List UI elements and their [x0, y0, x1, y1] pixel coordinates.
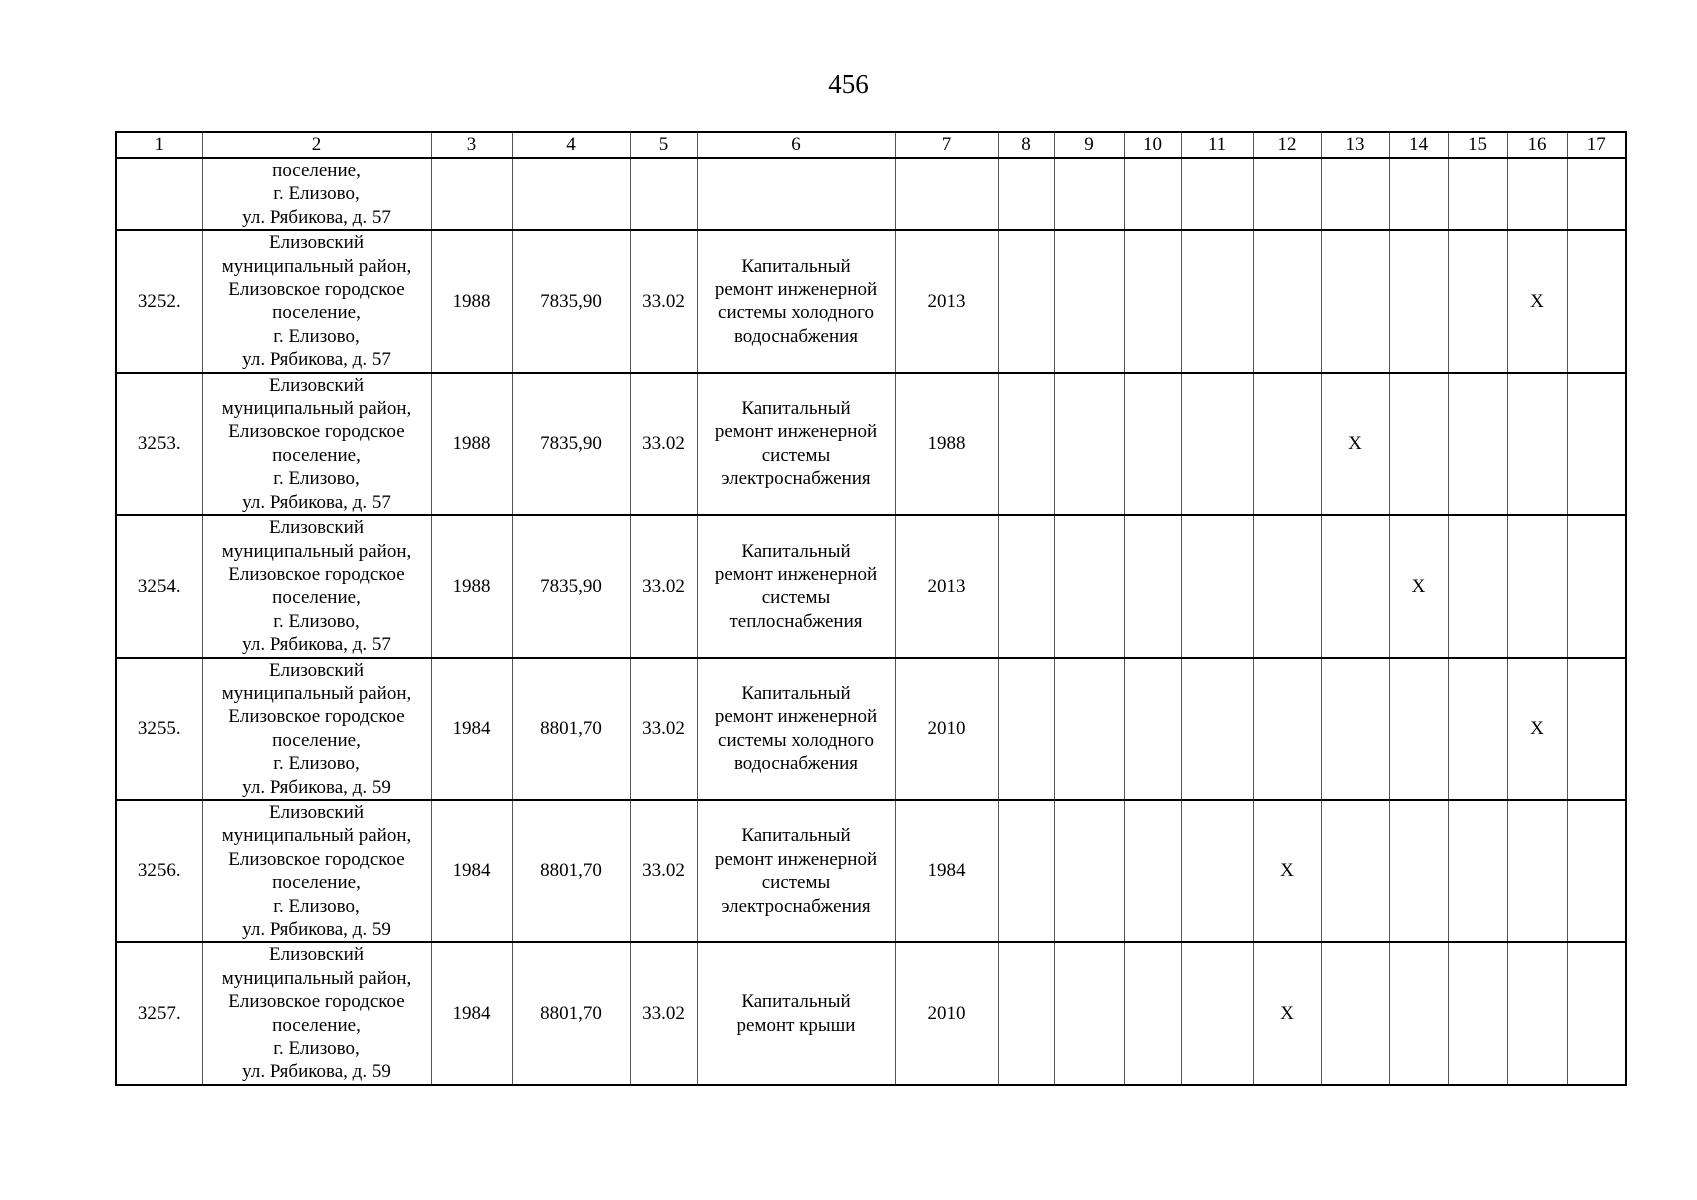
work-type-cell: [697, 230, 895, 372]
mark-cell-col-11: [1181, 373, 1253, 515]
work-line: электроснабжения: [721, 895, 871, 917]
table-row: [116, 373, 1626, 515]
address-line: поселение,: [272, 444, 361, 466]
address-line: Елизовский: [268, 801, 364, 823]
work-line: ремонт инженерной: [714, 421, 878, 443]
code-cell: 33.02: [630, 942, 697, 1084]
address-line: муниципальный район,: [221, 825, 412, 847]
work-year-cell: 2010: [895, 942, 998, 1084]
empty-cell: [630, 158, 697, 230]
address-line: ул. Рябикова, д. 57: [242, 349, 391, 371]
mark-cell-col-14: [1389, 373, 1448, 515]
empty-cell: [1124, 158, 1181, 230]
address-cell: [202, 942, 431, 1084]
code-cell: 33.02: [630, 515, 697, 657]
mark-cell-col-12: [1253, 373, 1321, 515]
mark-cell-col-12: X: [1253, 800, 1321, 942]
work-line: системы: [761, 587, 831, 609]
address-line: муниципальный район,: [221, 967, 412, 989]
mark-cell-col-15: [1448, 515, 1507, 657]
address-line: муниципальный район,: [221, 682, 412, 704]
empty-cell: [998, 158, 1054, 230]
mark-cell-col-11: [1181, 800, 1253, 942]
work-line: Капитальный: [741, 682, 851, 704]
address-line: ул. Рябикова, д. 57: [242, 491, 391, 513]
work-line: ремонт инженерной: [714, 848, 878, 870]
address-line: Елизовское городское: [228, 991, 405, 1013]
area-cell: 8801,70: [512, 658, 630, 800]
mark-cell-col-16: X: [1507, 658, 1567, 800]
area-cell: 7835,90: [512, 373, 630, 515]
column-number-row: [116, 132, 1626, 158]
address-line: ул. Рябикова, д. 59: [242, 919, 391, 940]
mark-cell-col-11: [1181, 515, 1253, 657]
column-number-4: 4: [512, 132, 630, 158]
mark-cell-col-9: [1054, 515, 1124, 657]
mark-cell-col-15: [1448, 373, 1507, 515]
work-line: Капитальный: [741, 255, 851, 277]
row-number-cell: 3253.: [116, 373, 202, 515]
mark-cell-col-13: X: [1321, 373, 1389, 515]
work-line: ремонт инженерной: [714, 563, 878, 585]
address-cell: [202, 658, 431, 800]
column-number-8: 8: [998, 132, 1054, 158]
address-line: поселение,: [272, 1014, 361, 1036]
empty-cell: [1389, 158, 1448, 230]
column-number-17: 17: [1567, 132, 1626, 158]
work-line: ремонт инженерной: [714, 279, 878, 301]
work-line: Капитальный: [741, 398, 851, 420]
mark-cell-col-13: [1321, 230, 1389, 372]
address-line: поселение,: [272, 729, 361, 751]
work-type-cell: [697, 658, 895, 800]
address-line: Елизовский: [268, 232, 364, 254]
address-line: поселение,: [272, 302, 361, 324]
mark-cell-col-15: [1448, 230, 1507, 372]
column-number-6: 6: [697, 132, 895, 158]
work-year-cell: 2013: [895, 515, 998, 657]
work-type-cell: [697, 800, 895, 942]
address-line: Елизовское городское: [228, 563, 405, 585]
table-body: [116, 132, 1626, 1085]
address-line: Елизовское городское: [228, 279, 405, 301]
empty-cell: [431, 158, 512, 230]
empty-cell: [1448, 158, 1507, 230]
mark-cell-col-13: [1321, 942, 1389, 1084]
address-line: Елизовский: [268, 944, 364, 966]
year-built-cell: 1984: [431, 658, 512, 800]
empty-cell: [697, 158, 895, 230]
address-line: поселение,: [272, 160, 361, 181]
mark-cell-col-8: [998, 373, 1054, 515]
empty-cell: [512, 158, 630, 230]
address-cell: [202, 800, 431, 942]
mark-cell-col-16: X: [1507, 230, 1567, 372]
area-cell: 7835,90: [512, 230, 630, 372]
mark-cell-col-10: [1124, 373, 1181, 515]
mark-cell-col-10: [1124, 230, 1181, 372]
mark-cell-col-8: [998, 942, 1054, 1084]
column-number-15: 15: [1448, 132, 1507, 158]
year-built-cell: 1984: [431, 942, 512, 1084]
mark-cell-col-17: [1567, 658, 1626, 800]
empty-cell: [1507, 158, 1567, 230]
work-type-cell: [697, 373, 895, 515]
continuation-row: [116, 158, 1626, 230]
mark-cell-col-9: [1054, 230, 1124, 372]
mark-cell-col-10: [1124, 942, 1181, 1084]
work-line: системы холодного: [718, 302, 874, 324]
mark-cell-col-12: X: [1253, 942, 1321, 1084]
empty-cell: [1181, 158, 1253, 230]
mark-cell-col-8: [998, 515, 1054, 657]
address-line: г. Елизово,: [273, 1038, 360, 1060]
work-line: водоснабжения: [733, 325, 859, 347]
work-year-cell: 1988: [895, 373, 998, 515]
work-line: ремонт инженерной: [714, 706, 878, 728]
mark-cell-col-15: [1448, 942, 1507, 1084]
address-line: ул. Рябикова, д. 59: [242, 1061, 391, 1083]
table-row: [116, 800, 1626, 942]
code-cell: 33.02: [630, 230, 697, 372]
empty-cell: [1321, 158, 1389, 230]
address-cell: [202, 230, 431, 372]
column-number-2: 2: [202, 132, 431, 158]
address-line: поселение,: [272, 872, 361, 894]
mark-cell-col-17: [1567, 230, 1626, 372]
mark-cell-col-10: [1124, 658, 1181, 800]
address-line: Елизовское городское: [228, 421, 405, 443]
work-type-cell: [697, 515, 895, 657]
column-number-3: 3: [431, 132, 512, 158]
column-number-10: 10: [1124, 132, 1181, 158]
row-number-cell: 3257.: [116, 942, 202, 1084]
mark-cell-col-15: [1448, 658, 1507, 800]
table-row: [116, 515, 1626, 657]
year-built-cell: 1988: [431, 515, 512, 657]
address-cell: [202, 515, 431, 657]
column-number-12: 12: [1253, 132, 1321, 158]
address-line: муниципальный район,: [221, 255, 412, 277]
table-row: [116, 942, 1626, 1084]
mark-cell-col-10: [1124, 515, 1181, 657]
mark-cell-col-16: [1507, 515, 1567, 657]
column-number-5: 5: [630, 132, 697, 158]
work-line: электроснабжения: [721, 468, 871, 490]
mark-cell-col-13: [1321, 515, 1389, 657]
area-cell: 8801,70: [512, 800, 630, 942]
address-line: г. Елизово,: [273, 610, 360, 632]
row-number-cell: 3254.: [116, 515, 202, 657]
mark-cell-col-8: [998, 230, 1054, 372]
address-cell: [202, 158, 431, 230]
empty-cell: [1567, 158, 1626, 230]
address-line: ул. Рябикова, д. 59: [242, 776, 391, 798]
mark-cell-col-14: [1389, 230, 1448, 372]
mark-cell-col-12: [1253, 515, 1321, 657]
mark-cell-col-16: [1507, 942, 1567, 1084]
year-built-cell: 1988: [431, 373, 512, 515]
column-number-16: 16: [1507, 132, 1567, 158]
mark-cell-col-17: [1567, 373, 1626, 515]
mark-cell-col-17: [1567, 942, 1626, 1084]
mark-cell-col-9: [1054, 942, 1124, 1084]
mark-cell-col-10: [1124, 800, 1181, 942]
work-line: Капитальный: [741, 540, 851, 562]
column-number-9: 9: [1054, 132, 1124, 158]
address-line: ул. Рябикова, д. 57: [242, 634, 391, 656]
mark-cell-col-12: [1253, 230, 1321, 372]
address-line: поселение,: [272, 587, 361, 609]
mark-cell-col-17: [1567, 800, 1626, 942]
empty-cell: [1253, 158, 1321, 230]
address-line: ул. Рябикова, д. 57: [242, 206, 391, 228]
row-number-cell: [116, 158, 202, 230]
mark-cell-col-9: [1054, 800, 1124, 942]
work-line: Капитальный: [741, 825, 851, 847]
mark-cell-col-8: [998, 800, 1054, 942]
code-cell: 33.02: [630, 658, 697, 800]
mark-cell-col-14: [1389, 658, 1448, 800]
work-line: теплоснабжения: [729, 610, 863, 632]
page-number: 456: [828, 69, 869, 99]
mark-cell-col-17: [1567, 515, 1626, 657]
mark-cell-col-16: [1507, 373, 1567, 515]
work-line: ремонт крыши: [736, 1014, 856, 1036]
empty-cell: [1054, 158, 1124, 230]
mark-cell-col-12: [1253, 658, 1321, 800]
mark-cell-col-14: [1389, 942, 1448, 1084]
address-line: г. Елизово,: [273, 895, 360, 917]
column-number-14: 14: [1389, 132, 1448, 158]
year-built-cell: 1984: [431, 800, 512, 942]
work-line: системы: [761, 444, 831, 466]
mark-cell-col-13: [1321, 800, 1389, 942]
address-line: г. Елизово,: [273, 183, 360, 205]
table-row: [116, 230, 1626, 372]
table-row: [116, 658, 1626, 800]
work-year-cell: 2010: [895, 658, 998, 800]
address-line: Елизовский: [268, 374, 364, 396]
work-line: водоснабжения: [733, 753, 859, 775]
work-type-cell: [697, 942, 895, 1084]
address-line: г. Елизово,: [273, 325, 360, 347]
mark-cell-col-14: [1389, 800, 1448, 942]
column-number-13: 13: [1321, 132, 1389, 158]
mark-cell-col-9: [1054, 373, 1124, 515]
work-line: Капитальный: [741, 991, 851, 1013]
address-line: Елизовский: [268, 517, 364, 539]
mark-cell-col-14: X: [1389, 515, 1448, 657]
address-line: г. Елизово,: [273, 753, 360, 775]
mark-cell-col-15: [1448, 800, 1507, 942]
address-line: Елизовское городское: [228, 706, 405, 728]
area-cell: 7835,90: [512, 515, 630, 657]
mark-cell-col-9: [1054, 658, 1124, 800]
address-line: Елизовское городское: [228, 848, 405, 870]
mark-cell-col-8: [998, 658, 1054, 800]
work-year-cell: 1984: [895, 800, 998, 942]
row-number-cell: 3256.: [116, 800, 202, 942]
address-line: г. Елизово,: [273, 468, 360, 490]
address-line: муниципальный район,: [221, 398, 412, 420]
work-year-cell: 2013: [895, 230, 998, 372]
mark-cell-col-11: [1181, 230, 1253, 372]
column-number-7: 7: [895, 132, 998, 158]
mark-cell-col-16: [1507, 800, 1567, 942]
row-number-cell: 3255.: [116, 658, 202, 800]
column-number-1: 1: [116, 132, 202, 158]
code-cell: 33.02: [630, 373, 697, 515]
year-built-cell: 1988: [431, 230, 512, 372]
code-cell: 33.02: [630, 800, 697, 942]
address-line: муниципальный район,: [221, 540, 412, 562]
area-cell: 8801,70: [512, 942, 630, 1084]
work-line: системы: [761, 872, 831, 894]
address-cell: [202, 373, 431, 515]
work-line: системы холодного: [718, 729, 874, 751]
column-number-11: 11: [1181, 132, 1253, 158]
row-number-cell: 3252.: [116, 230, 202, 372]
mark-cell-col-13: [1321, 658, 1389, 800]
mark-cell-col-11: [1181, 942, 1253, 1084]
repair-register-table: [115, 131, 1627, 1086]
mark-cell-col-11: [1181, 658, 1253, 800]
empty-cell: [895, 158, 998, 230]
address-line: Елизовский: [268, 659, 364, 681]
